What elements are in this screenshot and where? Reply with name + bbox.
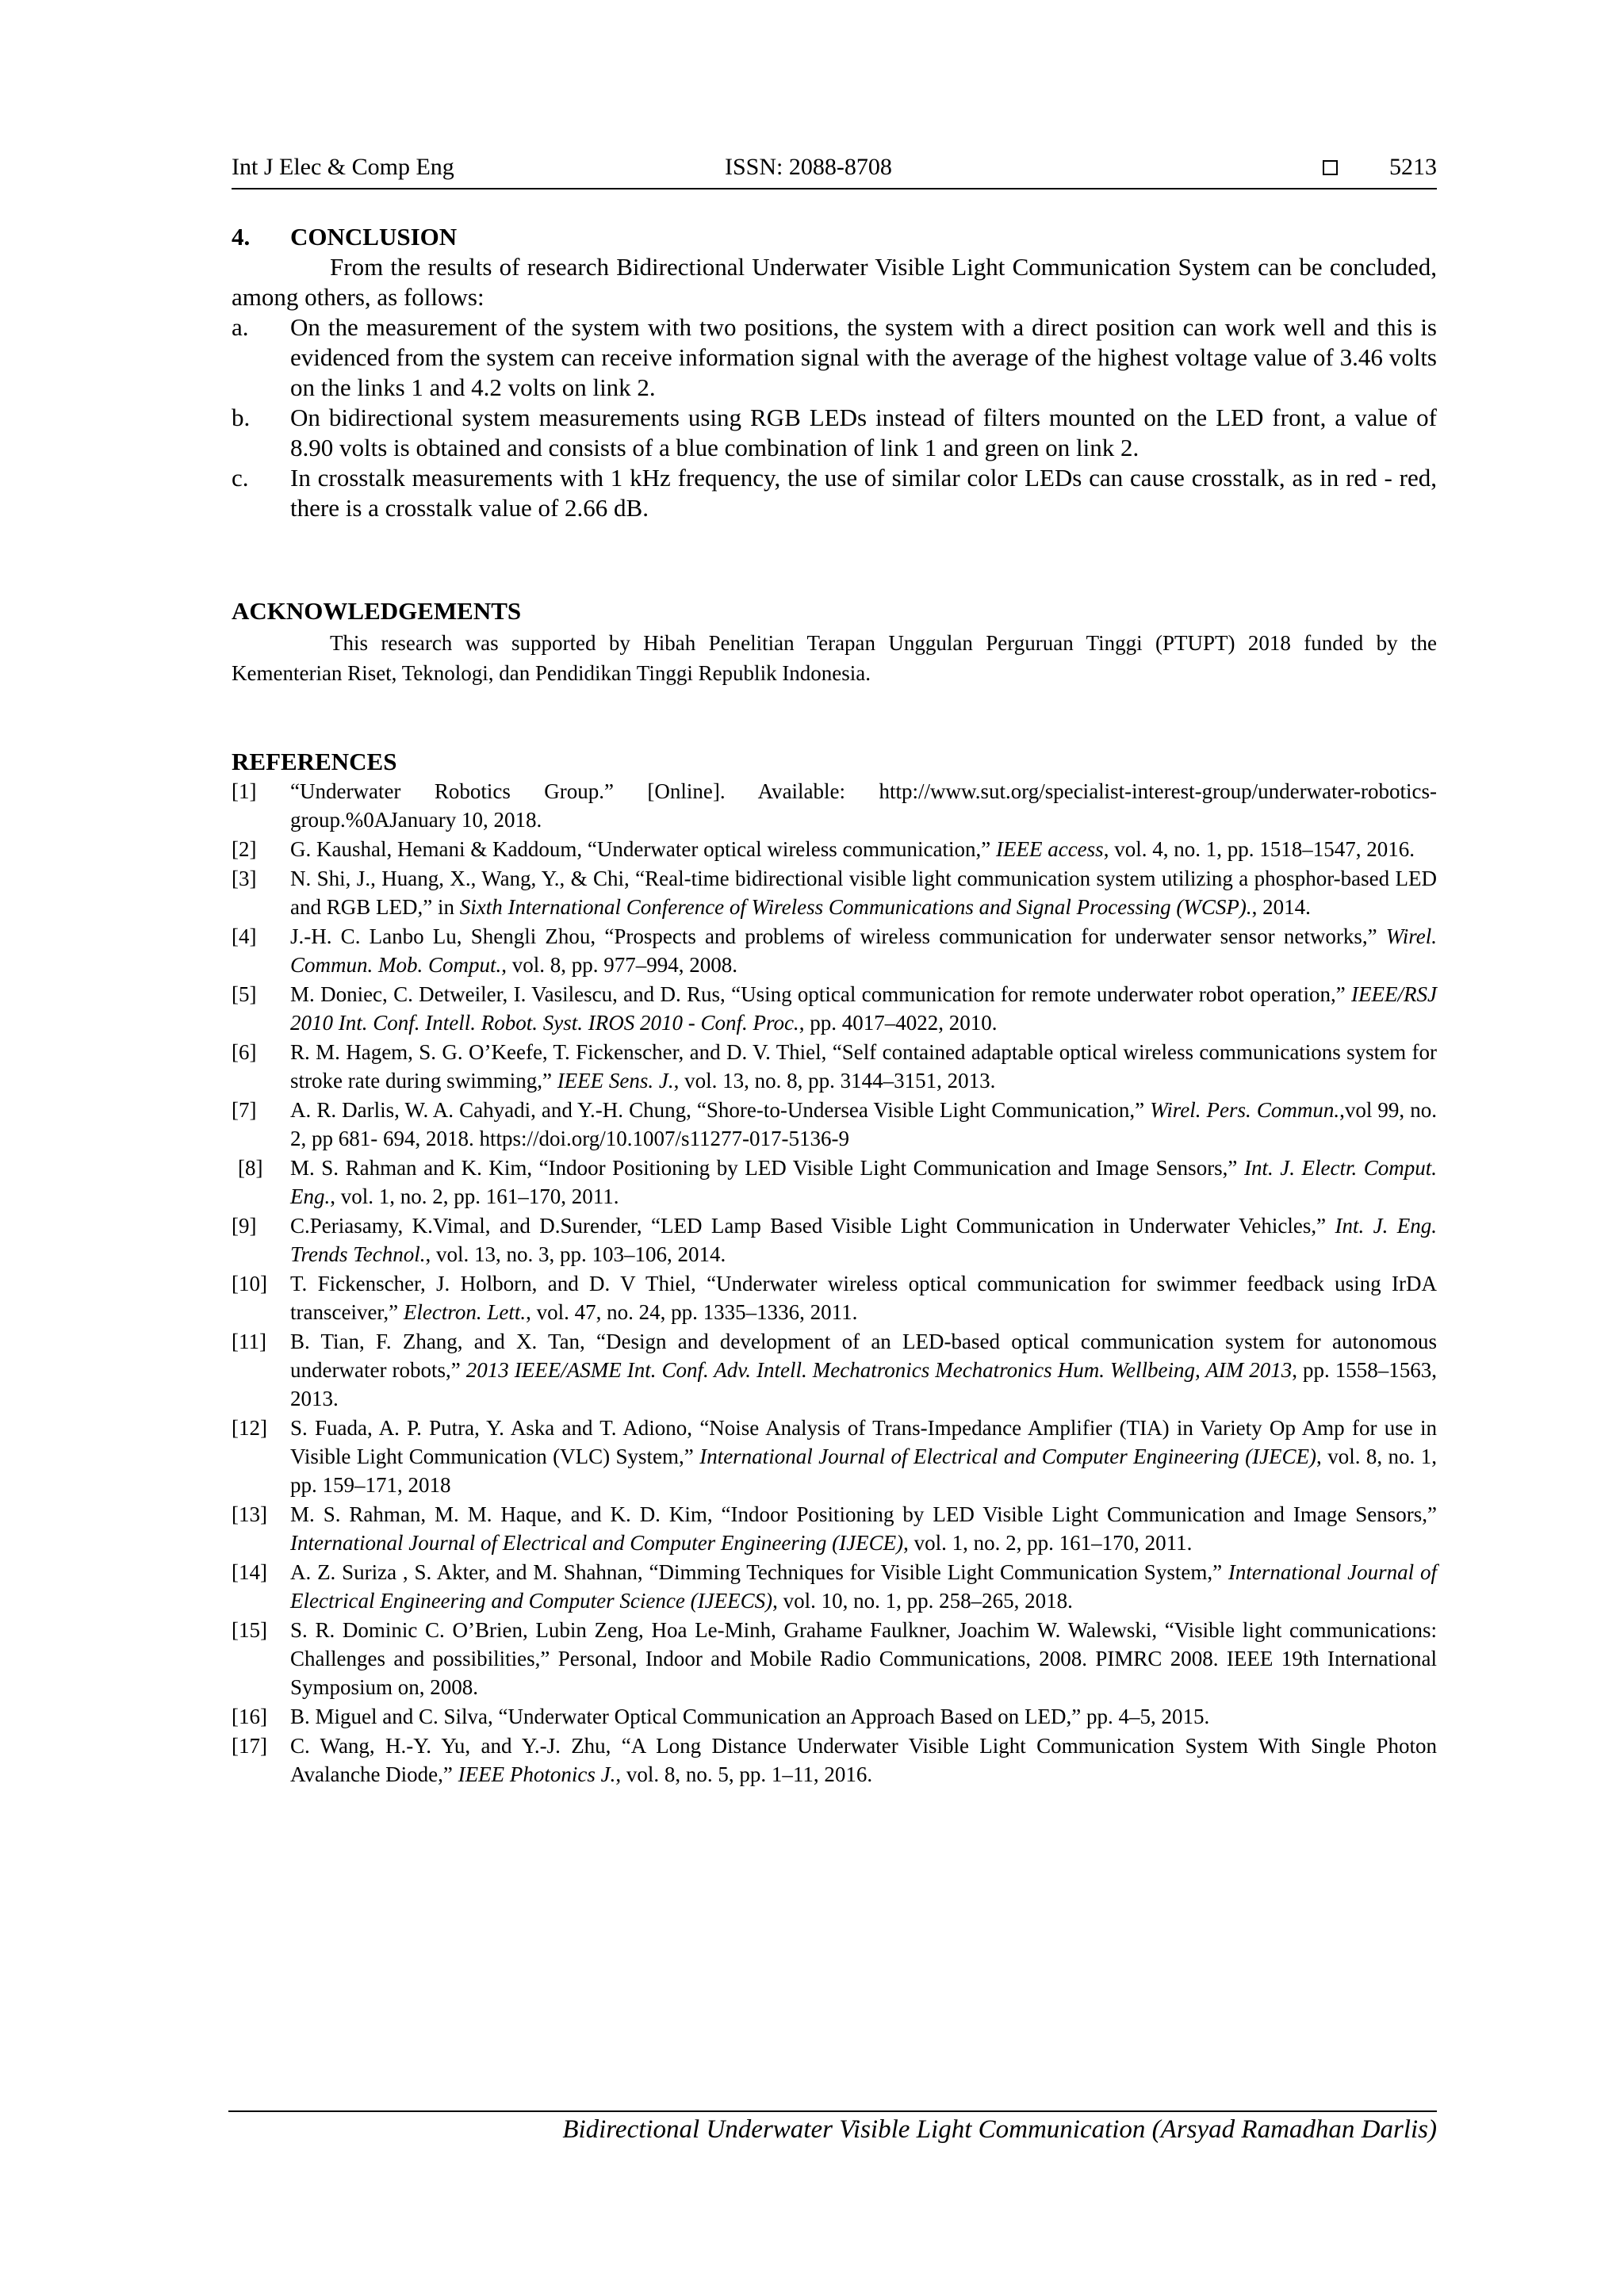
reference-item	[232, 922, 1437, 979]
reference-item	[232, 1500, 1437, 1557]
reference-text: C.Periasamy, K.Vimal, and D.Surender, “LED Lamp Based Visible Light Communication in Underwater Vehicles,”	[290, 1214, 1335, 1238]
reference-text: N. Shi, J., Huang, X., Wang, Y., & Chi, “Real-time bidirectional visible light communication system utilizing a phosphor-based LED and RGB LED,” in	[290, 867, 1437, 919]
reference-details: , 2014.	[1251, 895, 1311, 919]
conclusion-item-a	[232, 312, 1437, 403]
paper-page	[232, 0, 1437, 2296]
reference-details: , vol. 1, no. 2, pp. 161–170, 2011.	[330, 1184, 619, 1208]
reference-item	[232, 1038, 1437, 1095]
footer-rule	[228, 2110, 1437, 2112]
reference-text: “Underwater Robotics Group.” [Online]. Available: http://www.sut.org/specialist-interest-group/underwater-robotics-group.%0AJanuary 10, 2018.	[290, 779, 1437, 832]
reference-venue: International Journal of Electrical Engineering and Computer Science (IJEECS)	[290, 1560, 1437, 1613]
reference-number: [1]	[232, 779, 257, 803]
reference-item	[232, 864, 1437, 921]
reference-details: , vol. 8, no. 5, pp. 1–11, 2016.	[615, 1762, 873, 1786]
reference-venue: Sixth International Conference of Wireless Communications and Signal Processing (WCSP).	[459, 895, 1252, 919]
list-marker: b.	[232, 404, 251, 431]
reference-number: [3]	[232, 867, 257, 890]
reference-number: [7]	[232, 1098, 257, 1122]
reference-number: [5]	[232, 982, 257, 1006]
reference-item	[232, 1702, 1437, 1731]
conclusion-intro: From the results of research Bidirectional Underwater Visible Light Communication System can be concluded, among others, as follows:	[232, 253, 1437, 311]
reference-text: J.-H. C. Lanbo Lu, Shengli Zhou, “Prospects and problems of wireless communication for underwater sensor networks,”	[290, 924, 1386, 948]
reference-item	[232, 1327, 1437, 1413]
reference-text: B. Miguel and C. Silva, “Underwater Optical Communication an Approach Based on LED,” pp. 4–5, 2015.	[290, 1705, 1210, 1728]
reference-item	[232, 1211, 1437, 1269]
list-text: In crosstalk measurements with 1 kHz frequency, the use of similar color LEDs can cause crosstalk, as in red - red, there is a crosstalk value of 2.66 dB.	[290, 464, 1437, 522]
references-heading: REFERENCES	[232, 748, 397, 775]
reference-text: M. S. Rahman, M. M. Haque, and K. D. Kim, “Indoor Positioning by LED Visible Light Communication and Image Sensors,”	[290, 1502, 1437, 1526]
reference-venue: IEEE Sens. J.	[557, 1069, 674, 1093]
reference-venue: International Journal of Electrical and Computer Engineering (IJECE)	[290, 1531, 904, 1555]
reference-venue: Int. J. Electr. Comput. Eng.	[290, 1156, 1437, 1208]
reference-number: [13]	[232, 1502, 267, 1526]
reference-item	[232, 1616, 1437, 1701]
reference-details: , vol. 1, no. 2, pp. 161–170, 2011.	[903, 1531, 1193, 1555]
reference-details: , vol. 13, no. 8, pp. 3144–3151, 2013.	[673, 1069, 996, 1093]
reference-venue: Electron. Lett.	[403, 1300, 527, 1324]
reference-text: S. R. Dominic C. O’Brien, Lubin Zeng, Hoa Le-Minh, Grahame Faulkner, Joachim W. Walewski, “Visible light communications: Challenges and possibilities,” Personal, Indoor and Mobile Radio Communications, 2008. PIMRC 2008. IEEE 19th International Symposium on, 2008.	[290, 1618, 1437, 1699]
reference-details: , pp. 1558–1563, 2013.	[290, 1358, 1438, 1410]
reference-details: , vol. 8, pp. 977–994, 2008.	[501, 953, 738, 977]
list-text: On the measurement of the system with two positions, the system with a direct position can work well and this is evidenced from the system can receive information signal with the average of the highest voltage value of 3.46 volts on the links 1 and 4.2 volts on link 2.	[290, 313, 1437, 401]
reference-text: S. Fuada, A. P. Putra, Y. Aska and T. Adiono, “Noise Analysis of Trans-Impedance Amplifier (TIA) in Variety Op Amp for use in Visible Light Communication (VLC) System,”	[290, 1416, 1437, 1468]
conclusion-item-c	[232, 463, 1437, 523]
reference-item	[232, 1154, 1437, 1211]
reference-list	[232, 777, 1437, 1789]
reference-number: [9]	[232, 1214, 257, 1238]
reference-venue: International Journal of Electrical and Computer Engineering (IJECE)	[699, 1445, 1317, 1468]
running-footer: Bidirectional Underwater Visible Light Communication (Arsyad Ramadhan Darlis)	[562, 2115, 1437, 2144]
reference-venue: Int. J. Eng. Trends Technol.	[290, 1214, 1437, 1266]
reference-text: A. R. Darlis, W. A. Cahyadi, and Y.-H. Chung, “Shore-to-Undersea Visible Light Communication,”	[290, 1098, 1151, 1122]
issn: ISSN: 2088-8708	[725, 154, 892, 180]
conclusion-item-b	[232, 403, 1437, 463]
reference-number: [2]	[232, 837, 257, 861]
reference-item	[232, 1558, 1437, 1615]
page-number: 5213	[1389, 154, 1437, 180]
list-marker: c.	[232, 464, 249, 492]
acknowledgements-text: This research was supported by Hibah Penelitian Terapan Unggulan Perguruan Tinggi (PTUPT) 2018 funded by the Kementerian Riset, Teknologi, dan Pendidikan Tinggi Republik Indonesia.	[232, 631, 1437, 685]
reference-details: , vol. 10, no. 1, pp. 258–265, 2018.	[772, 1589, 1073, 1613]
reference-details: , pp. 4017–4022, 2010.	[799, 1011, 998, 1035]
reference-item	[232, 1732, 1437, 1789]
reference-text: M. S. Rahman and K. Kim, “Indoor Positioning by LED Visible Light Communication and Image Sensors,”	[290, 1156, 1244, 1180]
reference-details: , vol. 47, no. 24, pp. 1335–1336, 2011.	[526, 1300, 858, 1324]
acknowledgements-heading: ACKNOWLEDGEMENTS	[232, 597, 522, 625]
list-marker: a.	[232, 313, 249, 341]
reference-number: [11]	[232, 1330, 266, 1353]
reference-venue: Wirel. Commun. Mob. Comput.	[290, 924, 1437, 977]
reference-details: , vol. 13, no. 3, pp. 103–106, 2014.	[425, 1242, 726, 1266]
reference-text: B. Tian, F. Zhang, and X. Tan, “Design and development of an LED-based optical communication system for autonomous underwater robots,”	[290, 1330, 1437, 1382]
reference-venue: 2013 IEEE/ASME Int. Conf. Adv. Intell. Mechatronics Mechatronics Hum. Wellbeing, AIM 2013	[465, 1358, 1293, 1382]
reference-number: [4]	[232, 924, 257, 948]
reference-number: [6]	[232, 1040, 257, 1064]
reference-number: [15]	[232, 1618, 267, 1642]
list-text: On bidirectional system measurements using RGB LEDs instead of filters mounted on the LED front, a value of 8.90 volts is obtained and consists of a blue combination of link 1 and green on link 2.	[290, 404, 1437, 461]
acknowledgements-section	[232, 596, 1437, 688]
reference-text: G. Kaushal, Hemani & Kaddoum, “Underwater optical wireless communication,”	[290, 837, 996, 861]
reference-details: , vol. 4, no. 1, pp. 1518–1547, 2016.	[1103, 837, 1415, 861]
reference-item	[232, 777, 1437, 834]
checkbox-square-icon	[1323, 160, 1338, 175]
reference-text: T. Fickenscher, J. Holborn, and D. V Thiel, “Underwater wireless optical communication for swimmer feedback using IrDA transceiver,”	[290, 1272, 1437, 1324]
reference-item	[232, 980, 1437, 1037]
reference-details: ,vol 99, no. 2, pp 681- 694, 2018. https://doi.org/10.1007/s11277-017-5136-9	[290, 1098, 1437, 1150]
section-number: 4.	[232, 223, 251, 251]
reference-item	[232, 1269, 1437, 1326]
reference-text: R. M. Hagem, S. G. O’Keefe, T. Fickenscher, and D. V. Thiel, “Self contained adaptable optical wireless communications system for stroke rate during swimming,”	[290, 1040, 1437, 1093]
reference-details: , vol. 8, no. 1, pp. 159–171, 2018	[290, 1445, 1437, 1497]
reference-text: M. Doniec, C. Detweiler, I. Vasilescu, and D. Rus, “Using optical communication for remote underwater robot operation,”	[290, 982, 1352, 1006]
reference-item	[232, 835, 1437, 863]
reference-venue: IEEE access	[996, 837, 1104, 861]
section-heading	[232, 222, 1437, 252]
reference-text: A. Z. Suriza , S. Akter, and M. Shahnan, “Dimming Techniques for Visible Light Communication System,”	[290, 1560, 1228, 1584]
conclusion-section	[232, 222, 1437, 523]
running-header	[232, 154, 1437, 190]
references-section	[232, 747, 1437, 1789]
reference-number: [8]	[238, 1156, 263, 1180]
reference-number: [17]	[232, 1734, 267, 1758]
reference-number: [10]	[232, 1272, 267, 1295]
journal-name: Int J Elec & Comp Eng	[232, 154, 454, 180]
reference-item	[232, 1414, 1437, 1499]
reference-number: [14]	[232, 1560, 267, 1584]
section-title: CONCLUSION	[290, 223, 458, 251]
reference-item	[232, 1096, 1437, 1153]
reference-venue: Wirel. Pers. Commun.	[1150, 1098, 1340, 1122]
reference-venue: IEEE Photonics J.	[458, 1762, 616, 1786]
reference-text: C. Wang, H.-Y. Yu, and Y.-J. Zhu, “A Long Distance Underwater Visible Light Communication System With Single Photon Avalanche Diode,”	[290, 1734, 1437, 1786]
reference-number: [12]	[232, 1416, 267, 1440]
reference-number: [16]	[232, 1705, 267, 1728]
reference-venue: IEEE/RSJ 2010 Int. Conf. Intell. Robot. Syst. IROS 2010 - Conf. Proc.	[290, 982, 1437, 1035]
header-rule	[232, 188, 1437, 189]
